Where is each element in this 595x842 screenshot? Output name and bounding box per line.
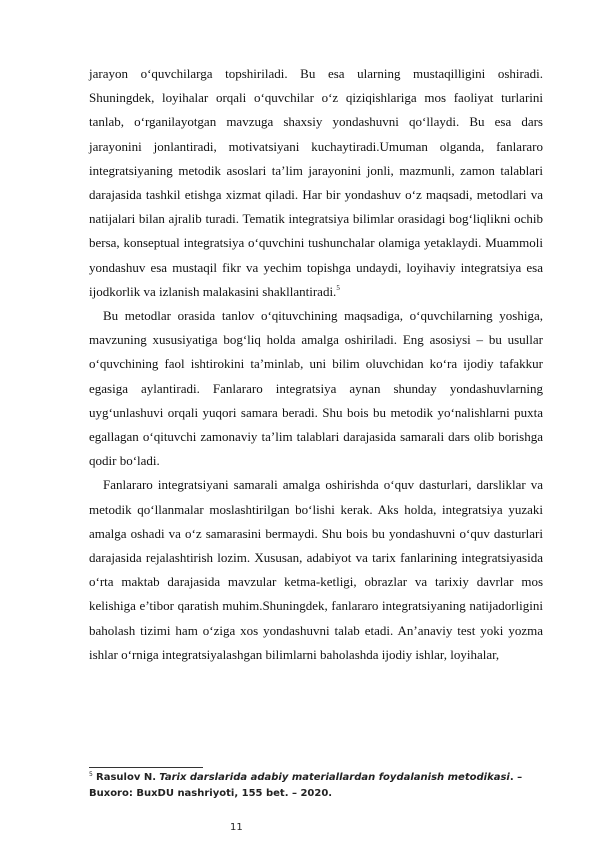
footnote: [89, 770, 543, 801]
paragraph-1: [89, 62, 543, 304]
paragraph-1-text: jarayon o‘quvchilarga topshiriladi. Bu esa ularning mustaqilligini oshiradi. Shuningdek, loyihalar orqali o‘quvchilar o‘z qiziqishlariga mos faoliyat turlarini tanlab, o‘rganilayotgan mavzuga shaxsiy yondashuvni qo‘llaydi. Bu esa dars jarayonini jonlantiradi, motivatsiyani kuchaytiradi.Umuman olganda, fanlararo integratsiyaning metodik asoslari ta’lim jarayonini jonli, mazmunli, zamon talablari darajasida tashkil etishga xizmat qiladi. Har bir yondashuv o‘z maqsadi, metodlari va natijalari bilan ajralib turadi. Tematik integratsiya bilimlar orasidagi bog‘liqlikni ochib bersa, konseptual integratsiya o‘quvchini tushunchalar olamiga yetaklaydi. Muammoli yondashuv esa mustaqil fikr va yechim topishga undaydi, loyihaviy integratsiya esa ijodkorlik va izlanish malakasini shakllantiradi.: [89, 66, 543, 299]
paragraph-3: Fanlararo integratsiyani samarali amalga oshirishda o‘quv dasturlari, darsliklar va metodik qo‘llanmalar moslashtirilgan bo‘lishi kerak. Aks holda, integratsiya yuzaki amalga oshadi va o‘z samarasini bermaydi. Shu bois bu yondashuvni o‘quv dasturlari darajasida rejalashtirish lozim. Xususan, adabiyot va tarix fanlarining integratsiyasida o‘rta maktab darajasida mavzular ketma-ketligi, obrazlar va tarixiy davrlar mos kelishiga e’tibor qaratish muhim.Shuningdek, fanlararo integratsiyaning natijadorligini baholash tizimi ham o‘ziga xos yondashuvni talab etadi. An’anaviy test yoki yozma ishlar o‘rniga integratsiyalashgan bilimlarni baholashda ijodiy ishlar, loyihalar,: [89, 477, 543, 662]
footnote-number: 5: [89, 771, 93, 778]
footnote-reference[interactable]: 5: [336, 283, 340, 292]
page-number: 11: [230, 822, 243, 833]
footnote-author: Rasulov N.: [96, 772, 157, 783]
page-body: [89, 62, 543, 667]
paragraph-2: Bu metodlar orasida tanlov o‘qituvchining maqsadiga, o‘quvchilarning yoshiga, mavzuning xususiyatiga bog‘liq holda amalga oshiriladi. Eng asosiysi – bu usullar o‘quvchining faol ishtirokini ta’minlab, uni bilim oluvchidan ko‘ra ijodiy tafakkur egasiga aylantiradi. Fanlararo integratsiya aynan shunday yondashuvlarning uyg‘unlashuvi orqali yuqori samara beradi. Shu bois bu metodik yo‘nalishlarni puxta egallagan o‘qituvchi zamonaviy ta’lim talablari darajasida samarali dars olib borishga qodir bo‘ladi.: [89, 308, 543, 469]
footnote-title: Tarix darslarida adabiy materiallardan foydalanish metodikasi: [159, 772, 510, 783]
footnote-separator: [89, 767, 203, 768]
footnote-publisher: . – Buxoro: BuxDU nashriyoti, 155 bet. – 2020.: [89, 772, 523, 799]
